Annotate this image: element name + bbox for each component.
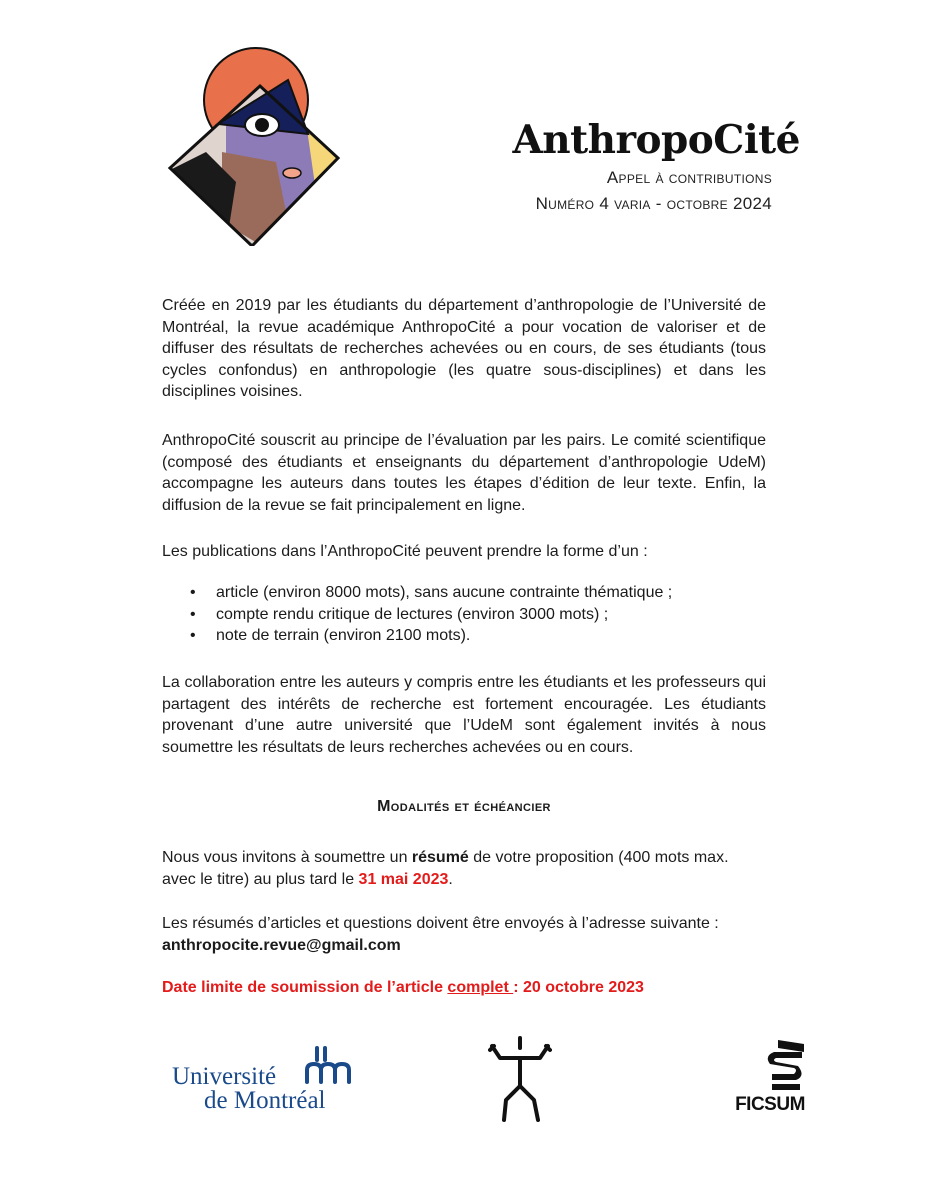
logo-pupil bbox=[255, 118, 269, 132]
anthropocite-logo bbox=[166, 42, 352, 246]
stick-figure-icon bbox=[488, 1036, 552, 1122]
paragraph-peer-review: AnthropoCité souscrit au principe de l’évaluation par les pairs. Le comité scientifique (composé des étudiants et enseignants du département d’anthropologie UdeM) accompagne les auteurs dans toutes les étapes d’édition de leur texte. Enfin, la diffusion de la revue se fait principalement en ligne. bbox=[162, 432, 766, 514]
udem-line2: de Montréal bbox=[204, 1087, 326, 1114]
paragraph-forms: Les publications dans l’AnthropoCité peuvent prendre la forme d’un : bbox=[162, 543, 648, 560]
section-heading: Modalités et échéancier bbox=[377, 798, 551, 815]
udem-logo bbox=[172, 1046, 362, 1116]
deadline-text-1: Date limite de soumission de l’article bbox=[162, 979, 448, 996]
issue-subtitle: Numéro 4 varia - octobre 2024 bbox=[535, 194, 772, 213]
summary-date: 31 mai 2023 bbox=[358, 870, 449, 888]
deadline-line bbox=[162, 979, 644, 997]
paragraph-collaboration: La collaboration entre les auteurs y compris entre les étudiants et les professeurs qui partagent des intérêts de recherche est fortement encouragée. Les étudiants provenant d’une autre université que l’UdeM sont également invités à nous soumettre les résultats de leurs recherches achevées ou en cours. bbox=[162, 674, 766, 756]
contact-text: Les résumés d’articles et questions doivent être envoyés à l’adresse suivante : bbox=[162, 915, 719, 932]
udem-mark-icon bbox=[303, 1046, 351, 1084]
journal-title: AnthropoCité bbox=[512, 117, 800, 163]
summary-text-1: Nous vous invitons à soumettre un bbox=[162, 849, 412, 866]
contact-email[interactable]: anthropocite.revue@gmail.com bbox=[162, 936, 401, 954]
ficsum-logo bbox=[730, 1040, 814, 1120]
summary-text-2: de votre proposition (400 mots max. avec le titre) au plus tard le bbox=[162, 849, 729, 888]
logo-lips bbox=[283, 168, 301, 178]
list-item: • compte rendu critique de lectures (environ 3000 mots) ; bbox=[162, 604, 762, 626]
summary-bold: résumé bbox=[411, 849, 469, 866]
deadline-text-2: : 20 octobre 2023 bbox=[513, 979, 644, 996]
paragraph-intro: Créée en 2019 par les étudiants du département d’anthropologie de l’Université de Montréal, la revue académique AnthropoCité a pour vocation de valoriser et de diffuser des résultats de recherches achevées ou en cours, de ses étudiants (tous cycles confondus) en anthropologie (les quatre sous-disciplines) et dans les disciplines voisines. bbox=[162, 297, 766, 400]
summary-end: . bbox=[448, 870, 453, 888]
publication-types-list bbox=[162, 582, 762, 647]
paragraph-summary bbox=[162, 847, 766, 890]
list-item: • article (environ 8000 mots), sans aucune contrainte thématique ; bbox=[162, 582, 762, 604]
list-item: • note de terrain (environ 2100 mots). bbox=[162, 625, 762, 647]
paragraph-contact bbox=[162, 913, 766, 956]
udem-line1: Université bbox=[172, 1063, 277, 1090]
ficsum-label: FICSUM bbox=[735, 1094, 805, 1115]
deadline-underlined: complet bbox=[447, 979, 514, 996]
ficsum-mark-icon bbox=[764, 1040, 804, 1092]
call-subtitle: Appel à contributions bbox=[606, 168, 772, 187]
